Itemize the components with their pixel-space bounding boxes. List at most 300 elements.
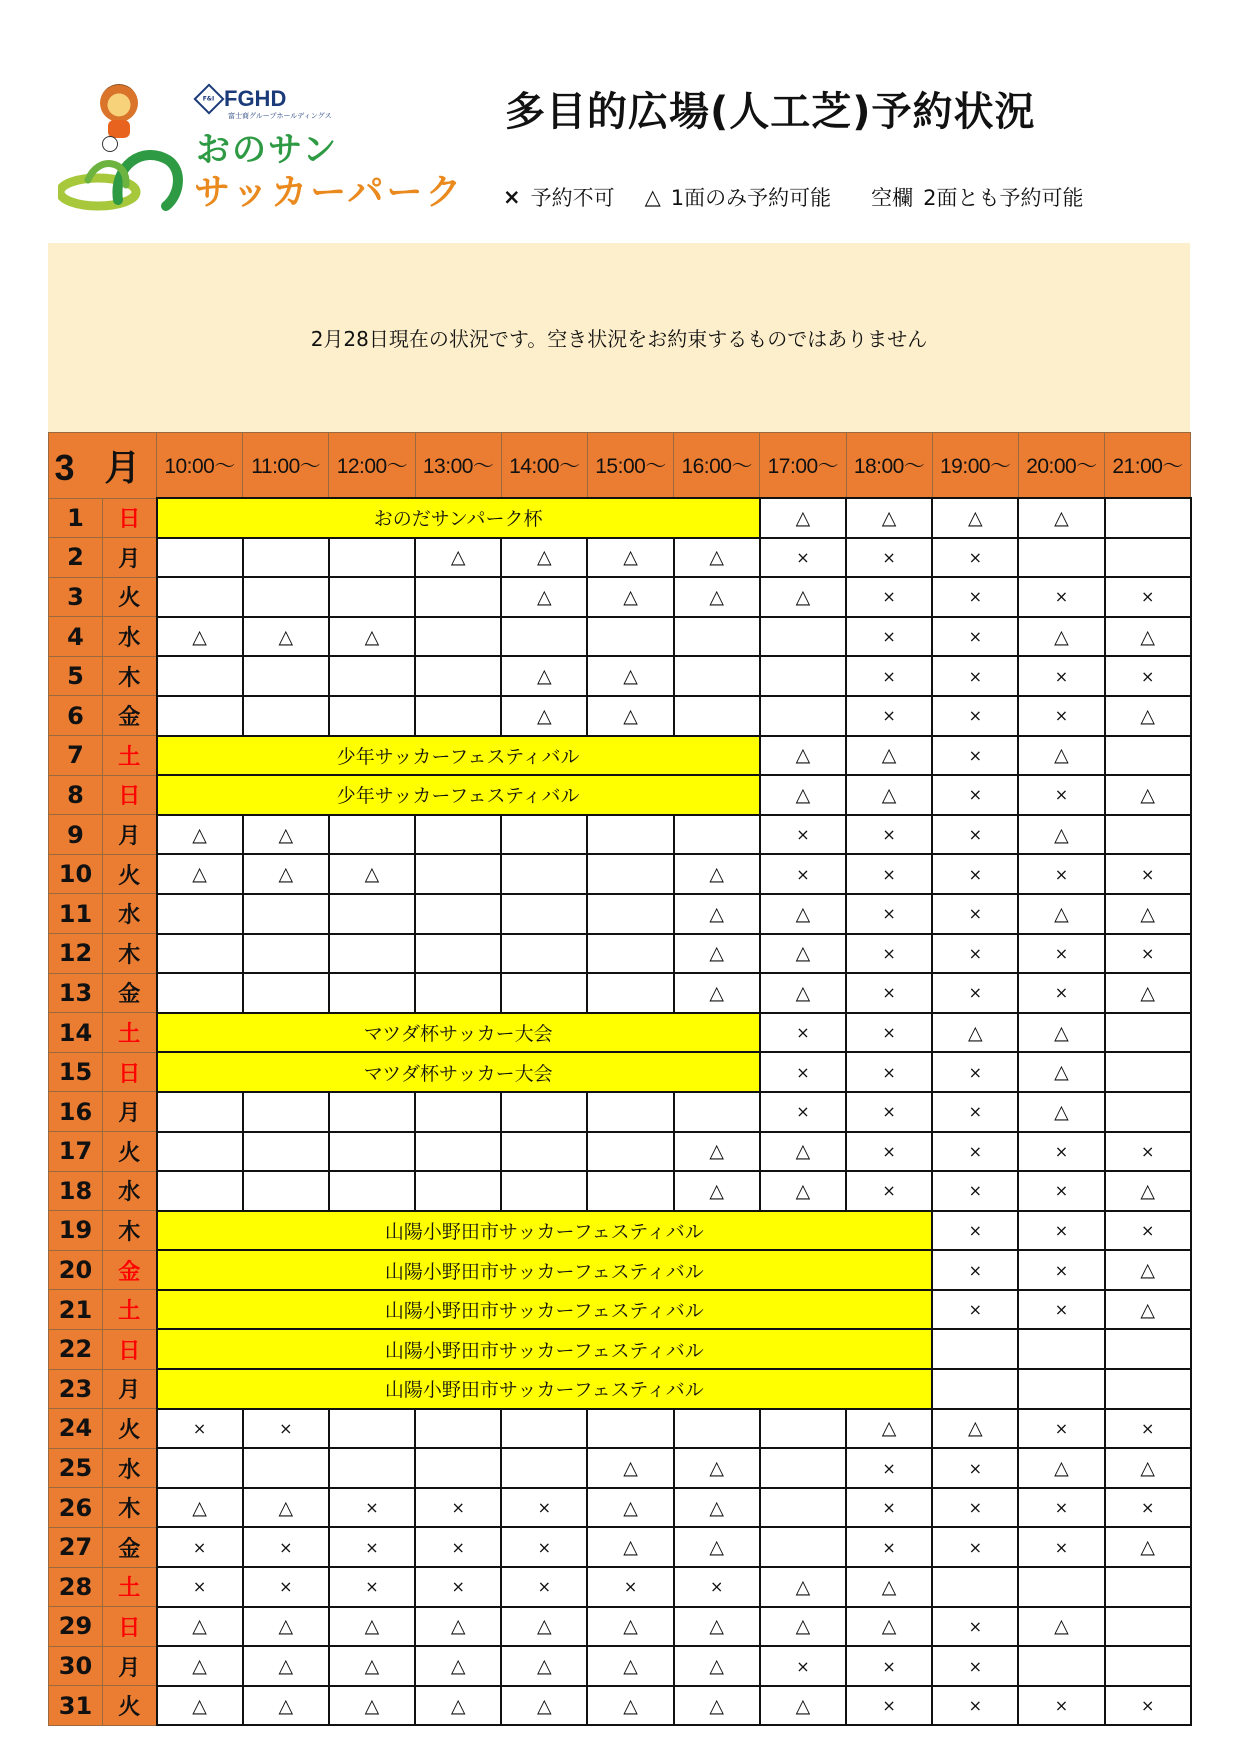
slot-one-court: △	[243, 1488, 329, 1528]
slot-available	[501, 973, 587, 1013]
slot-one-court: △	[674, 1448, 760, 1488]
table-row	[49, 1092, 1191, 1132]
date-cell: 12	[49, 934, 103, 974]
slot-one-court: △	[760, 775, 846, 815]
slot-one-court: △	[760, 1567, 846, 1607]
slot-one-court: △	[674, 1646, 760, 1686]
slot-available	[243, 894, 329, 934]
weekday-cell: 日	[103, 498, 157, 538]
slot-available	[329, 973, 415, 1013]
slot-one-court: △	[587, 1646, 673, 1686]
slot-available	[415, 894, 501, 934]
table-row	[49, 1488, 1191, 1528]
slot-available	[415, 973, 501, 1013]
slot-unavailable: ×	[932, 934, 1018, 974]
slot-unavailable: ×	[1105, 1132, 1191, 1172]
slot-one-court: △	[760, 1607, 846, 1647]
slot-available	[415, 1448, 501, 1488]
table-row	[49, 1527, 1191, 1567]
slot-one-court: △	[329, 617, 415, 657]
slot-available	[415, 854, 501, 894]
slot-one-court: △	[501, 696, 587, 736]
slot-unavailable: ×	[846, 1686, 932, 1726]
slot-unavailable: ×	[415, 1488, 501, 1528]
group-subtitle: 富士商グループホールディングス	[228, 112, 332, 120]
slot-one-court: △	[243, 1607, 329, 1647]
slot-available	[760, 1409, 846, 1449]
slot-one-court: △	[674, 1488, 760, 1528]
weekday-cell: 木	[103, 934, 157, 974]
notice-banner	[48, 243, 1190, 432]
slot-one-court: △	[415, 1607, 501, 1647]
slot-one-court: △	[760, 973, 846, 1013]
slot-unavailable: ×	[760, 854, 846, 894]
slot-one-court: △	[674, 894, 760, 934]
slot-available	[1018, 1369, 1104, 1409]
slot-unavailable: ×	[932, 1488, 1018, 1528]
slot-available	[415, 656, 501, 696]
event-booking-cell: 山陽小野田市サッカーフェスティバル	[157, 1211, 933, 1251]
slot-unavailable: ×	[846, 1092, 932, 1132]
date-cell: 22	[49, 1329, 103, 1369]
table-row	[49, 1013, 1191, 1053]
slot-one-court: △	[674, 1527, 760, 1567]
slot-unavailable: ×	[932, 538, 1018, 578]
slot-available	[1105, 1013, 1191, 1053]
slot-one-court: △	[157, 854, 243, 894]
slot-one-court: △	[760, 934, 846, 974]
slot-unavailable: ×	[932, 1132, 1018, 1172]
table-row	[49, 1132, 1191, 1172]
slot-unavailable: ×	[932, 577, 1018, 617]
table-row	[49, 1329, 1191, 1369]
slot-available	[243, 1092, 329, 1132]
event-booking-cell: 山陽小野田市サッカーフェスティバル	[157, 1369, 933, 1409]
weekday-cell: 土	[103, 1567, 157, 1607]
slot-unavailable: ×	[329, 1527, 415, 1567]
date-cell: 6	[49, 696, 103, 736]
slot-available	[760, 1448, 846, 1488]
slot-available	[243, 1448, 329, 1488]
weekday-cell: 土	[103, 1290, 157, 1330]
park-logo	[58, 84, 498, 214]
table-row	[49, 973, 1191, 1013]
slot-available	[329, 815, 415, 855]
slot-available	[674, 815, 760, 855]
weekday-cell: 日	[103, 1329, 157, 1369]
slot-available	[760, 1488, 846, 1528]
weekday-cell: 火	[103, 577, 157, 617]
event-booking-cell: マツダ杯サッカー大会	[157, 1052, 760, 1092]
weekday-cell: 水	[103, 894, 157, 934]
weekday-cell: 水	[103, 1448, 157, 1488]
weekday-cell: 火	[103, 1132, 157, 1172]
slot-one-court: △	[415, 1686, 501, 1726]
slot-available	[329, 894, 415, 934]
slot-available	[243, 696, 329, 736]
slot-one-court: △	[760, 1171, 846, 1211]
slot-unavailable: ×	[1018, 696, 1104, 736]
slot-available	[674, 696, 760, 736]
legend-one-court-symbol: △	[644, 185, 661, 209]
slot-unavailable: ×	[329, 1567, 415, 1607]
date-cell: 27	[49, 1527, 103, 1567]
slot-available	[760, 696, 846, 736]
slot-available	[329, 934, 415, 974]
slot-one-court: △	[587, 1488, 673, 1528]
time-slot-header: 18:00～	[846, 433, 932, 499]
slot-available	[674, 617, 760, 657]
slot-unavailable: ×	[846, 1527, 932, 1567]
table-row	[49, 498, 1191, 538]
date-cell: 23	[49, 1369, 103, 1409]
table-row	[49, 1171, 1191, 1211]
table-row	[49, 577, 1191, 617]
time-slot-header: 21:00～	[1105, 433, 1191, 499]
slot-available	[415, 617, 501, 657]
month-label: 3 月	[49, 433, 157, 499]
slot-unavailable: ×	[243, 1527, 329, 1567]
time-slot-header: 15:00～	[587, 433, 673, 499]
slot-one-court: △	[415, 1646, 501, 1686]
slot-one-court: △	[157, 1686, 243, 1726]
slot-one-court: △	[501, 1646, 587, 1686]
date-cell: 25	[49, 1448, 103, 1488]
weekday-cell: 月	[103, 815, 157, 855]
slot-unavailable: ×	[932, 1290, 1018, 1330]
slot-available	[587, 854, 673, 894]
slot-one-court: △	[243, 854, 329, 894]
slot-available	[1105, 1567, 1191, 1607]
slot-one-court: △	[846, 736, 932, 776]
slot-available	[674, 656, 760, 696]
weekday-cell: 月	[103, 1369, 157, 1409]
slot-unavailable: ×	[157, 1409, 243, 1449]
slot-available	[1105, 538, 1191, 578]
slot-unavailable: ×	[846, 1132, 932, 1172]
slot-available	[1105, 1052, 1191, 1092]
date-cell: 3	[49, 577, 103, 617]
weekday-cell: 月	[103, 1646, 157, 1686]
date-cell: 28	[49, 1567, 103, 1607]
slot-one-court: △	[1018, 736, 1104, 776]
slot-one-court: △	[501, 656, 587, 696]
slot-unavailable: ×	[846, 617, 932, 657]
slot-available	[587, 617, 673, 657]
slot-available	[157, 1448, 243, 1488]
date-cell: 18	[49, 1171, 103, 1211]
slot-available	[1105, 498, 1191, 538]
slot-one-court: △	[587, 577, 673, 617]
slot-one-court: △	[1018, 498, 1104, 538]
slot-unavailable: ×	[1105, 656, 1191, 696]
date-cell: 9	[49, 815, 103, 855]
slot-one-court: △	[243, 815, 329, 855]
slot-one-court: △	[1018, 1013, 1104, 1053]
table-row	[49, 617, 1191, 657]
slot-available	[243, 1132, 329, 1172]
slot-unavailable: ×	[846, 973, 932, 1013]
date-cell: 29	[49, 1607, 103, 1647]
slot-available	[329, 1092, 415, 1132]
date-cell: 30	[49, 1646, 103, 1686]
event-booking-cell: マツダ杯サッカー大会	[157, 1013, 760, 1053]
slot-unavailable: ×	[932, 775, 1018, 815]
table-row	[49, 1567, 1191, 1607]
slot-unavailable: ×	[846, 934, 932, 974]
page-title: 多目的広場(人工芝)予約状況	[505, 89, 1036, 135]
slot-available	[415, 1409, 501, 1449]
weekday-cell: 木	[103, 1488, 157, 1528]
slot-one-court: △	[1105, 1250, 1191, 1290]
group-name: FGHD	[224, 86, 287, 111]
slot-unavailable: ×	[415, 1527, 501, 1567]
slot-unavailable: ×	[932, 1686, 1018, 1726]
table-row	[49, 736, 1191, 776]
slot-available	[329, 577, 415, 617]
table-row	[49, 815, 1191, 855]
slot-one-court: △	[674, 854, 760, 894]
slot-available	[760, 656, 846, 696]
slot-unavailable: ×	[1018, 934, 1104, 974]
slot-available	[587, 1092, 673, 1132]
table-row	[49, 1646, 1191, 1686]
slot-unavailable: ×	[1018, 1686, 1104, 1726]
slot-one-court: △	[760, 1132, 846, 1172]
table-row	[49, 1250, 1191, 1290]
slot-unavailable: ×	[932, 617, 1018, 657]
slot-one-court: △	[415, 538, 501, 578]
slot-unavailable: ×	[1105, 577, 1191, 617]
date-cell: 21	[49, 1290, 103, 1330]
slot-unavailable: ×	[932, 854, 1018, 894]
slot-one-court: △	[157, 617, 243, 657]
weekday-cell: 水	[103, 617, 157, 657]
table-row	[49, 1448, 1191, 1488]
table-row	[49, 1290, 1191, 1330]
legend-blank-symbol: 空欄	[871, 186, 914, 210]
slot-unavailable: ×	[587, 1567, 673, 1607]
slot-unavailable: ×	[1018, 577, 1104, 617]
slot-one-court: △	[674, 1132, 760, 1172]
slot-one-court: △	[674, 1686, 760, 1726]
date-cell: 8	[49, 775, 103, 815]
legend-unavailable-label: 予約不可	[530, 186, 615, 210]
slot-one-court: △	[846, 1567, 932, 1607]
slot-one-court: △	[674, 1171, 760, 1211]
table-row	[49, 1409, 1191, 1449]
weekday-cell: 日	[103, 1052, 157, 1092]
slot-unavailable: ×	[846, 577, 932, 617]
reservation-table	[48, 432, 1192, 1726]
notice-text: 2月28日現在の状況です。空き状況をお約束するものではありません	[310, 327, 928, 351]
slot-unavailable: ×	[932, 1250, 1018, 1290]
event-booking-cell: 山陽小野田市サッカーフェスティバル	[157, 1329, 933, 1369]
slot-one-court: △	[1105, 1290, 1191, 1330]
slot-unavailable: ×	[157, 1567, 243, 1607]
weekday-cell: 火	[103, 1409, 157, 1449]
slot-one-court: △	[1105, 894, 1191, 934]
weekday-cell: 日	[103, 775, 157, 815]
slot-available	[243, 1171, 329, 1211]
slot-available	[587, 815, 673, 855]
slot-available	[501, 934, 587, 974]
slot-one-court: △	[1105, 696, 1191, 736]
slot-available	[243, 656, 329, 696]
slot-available	[157, 1171, 243, 1211]
slot-unavailable: ×	[846, 1448, 932, 1488]
slot-available	[157, 538, 243, 578]
slot-unavailable: ×	[329, 1488, 415, 1528]
slot-available	[932, 1369, 1018, 1409]
slot-available	[415, 696, 501, 736]
slot-one-court: △	[932, 1409, 1018, 1449]
slot-one-court: △	[157, 815, 243, 855]
slot-unavailable: ×	[932, 1448, 1018, 1488]
slot-unavailable: ×	[846, 1171, 932, 1211]
table-row	[49, 1369, 1191, 1409]
slot-one-court: △	[587, 656, 673, 696]
slot-unavailable: ×	[1018, 973, 1104, 1013]
weekday-cell: 金	[103, 1527, 157, 1567]
weekday-cell: 日	[103, 1607, 157, 1647]
slot-available	[587, 894, 673, 934]
slot-available	[760, 1527, 846, 1567]
slot-one-court: △	[1018, 1052, 1104, 1092]
slot-available	[157, 1092, 243, 1132]
slot-one-court: △	[932, 1013, 1018, 1053]
slot-one-court: △	[587, 1448, 673, 1488]
slot-available	[243, 577, 329, 617]
time-slot-header: 16:00～	[674, 433, 760, 499]
date-cell: 4	[49, 617, 103, 657]
slot-available	[329, 1409, 415, 1449]
table-body	[49, 498, 1191, 1725]
slot-available	[501, 1092, 587, 1132]
slot-available	[243, 538, 329, 578]
slot-unavailable: ×	[501, 1567, 587, 1607]
brand-name-line2: サッカーパーク	[194, 172, 465, 213]
slot-unavailable: ×	[932, 1052, 1018, 1092]
slot-unavailable: ×	[846, 1052, 932, 1092]
slot-available	[587, 973, 673, 1013]
slot-available	[587, 1132, 673, 1172]
slot-unavailable: ×	[932, 1171, 1018, 1211]
slot-unavailable: ×	[1018, 1527, 1104, 1567]
slot-unavailable: ×	[846, 1013, 932, 1053]
slot-available	[674, 1409, 760, 1449]
swirl-logo-icon	[58, 140, 188, 212]
slot-available	[243, 934, 329, 974]
slot-unavailable: ×	[1018, 656, 1104, 696]
legend-one-court-label: 1面のみ予約可能	[670, 186, 832, 210]
date-cell: 15	[49, 1052, 103, 1092]
weekday-cell: 土	[103, 1013, 157, 1053]
slot-available	[674, 1092, 760, 1132]
slot-available	[1105, 1092, 1191, 1132]
slot-unavailable: ×	[415, 1567, 501, 1607]
slot-one-court: △	[674, 538, 760, 578]
table-row	[49, 696, 1191, 736]
slot-unavailable: ×	[932, 696, 1018, 736]
slot-one-court: △	[243, 617, 329, 657]
slot-one-court: △	[760, 577, 846, 617]
slot-one-court: △	[846, 1409, 932, 1449]
slot-unavailable: ×	[932, 736, 1018, 776]
slot-available	[1018, 1567, 1104, 1607]
date-cell: 1	[49, 498, 103, 538]
slot-available	[157, 577, 243, 617]
slot-unavailable: ×	[1018, 1250, 1104, 1290]
slot-available	[1105, 1607, 1191, 1647]
time-slot-header: 17:00～	[760, 433, 846, 499]
slot-unavailable: ×	[1105, 1686, 1191, 1726]
slot-one-court: △	[846, 775, 932, 815]
slot-one-court: △	[760, 1686, 846, 1726]
weekday-cell: 火	[103, 1686, 157, 1726]
slot-available	[587, 934, 673, 974]
slot-unavailable: ×	[157, 1527, 243, 1567]
slot-unavailable: ×	[501, 1488, 587, 1528]
slot-one-court: △	[157, 1607, 243, 1647]
legend-blank-label: 2面とも予約可能	[923, 186, 1084, 210]
slot-one-court: △	[501, 538, 587, 578]
time-slot-header: 12:00～	[329, 433, 415, 499]
date-cell: 11	[49, 894, 103, 934]
slot-available	[415, 815, 501, 855]
slot-available	[157, 1132, 243, 1172]
event-booking-cell: おのだサンパーク杯	[157, 498, 760, 538]
slot-unavailable: ×	[846, 1488, 932, 1528]
slot-unavailable: ×	[1018, 1290, 1104, 1330]
weekday-cell: 火	[103, 854, 157, 894]
date-cell: 24	[49, 1409, 103, 1449]
date-cell: 13	[49, 973, 103, 1013]
weekday-cell: 月	[103, 1092, 157, 1132]
slot-unavailable: ×	[932, 1646, 1018, 1686]
slot-unavailable: ×	[760, 1092, 846, 1132]
weekday-cell: 土	[103, 736, 157, 776]
slot-available	[932, 1329, 1018, 1369]
slot-available	[329, 1171, 415, 1211]
slot-unavailable: ×	[846, 1646, 932, 1686]
table-row	[49, 894, 1191, 934]
slot-available	[157, 973, 243, 1013]
event-booking-cell: 山陽小野田市サッカーフェスティバル	[157, 1290, 933, 1330]
slot-available	[587, 1171, 673, 1211]
slot-one-court: △	[846, 498, 932, 538]
slot-one-court: △	[1105, 1448, 1191, 1488]
slot-one-court: △	[157, 1646, 243, 1686]
slot-available	[1105, 1369, 1191, 1409]
slot-unavailable: ×	[846, 854, 932, 894]
slot-unavailable: ×	[932, 894, 1018, 934]
slot-one-court: △	[587, 1686, 673, 1726]
time-slot-header: 20:00～	[1018, 433, 1104, 499]
slot-available	[157, 656, 243, 696]
slot-available	[760, 617, 846, 657]
slot-one-court: △	[587, 1607, 673, 1647]
slot-one-court: △	[1018, 1607, 1104, 1647]
slot-one-court: △	[846, 1607, 932, 1647]
slot-unavailable: ×	[1105, 1488, 1191, 1528]
group-logo	[198, 88, 286, 110]
slot-one-court: △	[1018, 1092, 1104, 1132]
slot-unavailable: ×	[243, 1409, 329, 1449]
slot-available	[1105, 1329, 1191, 1369]
slot-unavailable: ×	[846, 696, 932, 736]
slot-one-court: △	[1105, 973, 1191, 1013]
